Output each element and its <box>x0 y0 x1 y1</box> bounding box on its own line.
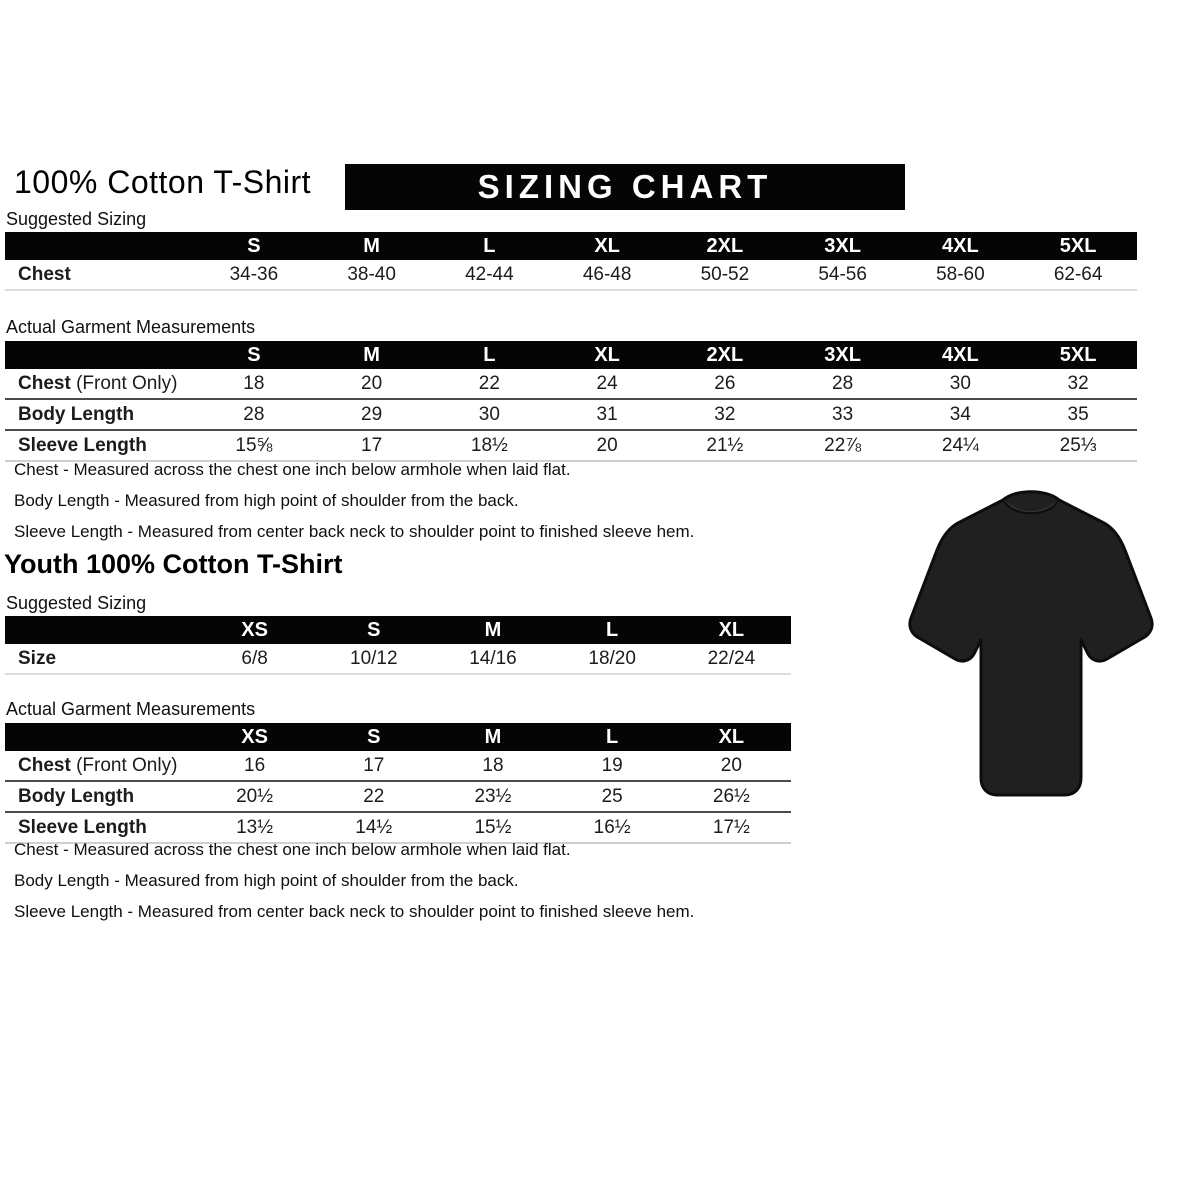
size-column-header: 2XL <box>666 232 784 260</box>
size-column-header: XL <box>672 616 791 644</box>
size-column-header: S <box>314 723 433 751</box>
size-column-header: 4XL <box>902 232 1020 260</box>
sizing-chart-banner: SIZING CHART <box>345 164 905 210</box>
adult-suggested-sizing-label: Suggested Sizing <box>6 209 147 229</box>
row-label: Sleeve Length <box>5 430 195 461</box>
table-row <box>5 430 1137 461</box>
corner-cell <box>5 232 195 260</box>
measurement-value: 32 <box>1067 372 1089 394</box>
measurement-value: 38-40 <box>313 260 431 290</box>
measurement-value: 20 <box>720 754 742 776</box>
adult-suggested-sizing-table <box>5 232 1137 291</box>
measurement-value: 24 <box>596 372 618 394</box>
adult-actual-measurements-table <box>5 341 1137 462</box>
adult-measurement-notes <box>14 460 694 553</box>
measurement-value: 20 <box>361 372 383 394</box>
corner-cell <box>5 341 195 369</box>
row-label: Chest (Front Only) <box>18 754 178 776</box>
note-sleeve-length: Sleeve Length - Measured from center back neck to shoulder point to finished sleeve hem. <box>14 902 695 921</box>
corner-cell <box>5 723 195 751</box>
measurement-value: 18/20 <box>553 644 672 674</box>
measurement-value: 26½ <box>672 781 791 812</box>
size-column-header: 3XL <box>784 232 902 260</box>
size-column-header: XL <box>548 341 666 369</box>
table-row <box>5 260 1137 290</box>
size-column-header: 4XL <box>902 341 1020 369</box>
measurement-value: 50-52 <box>666 260 784 290</box>
youth-measurement-notes <box>14 840 694 933</box>
measurement-value: 14½ <box>314 812 433 843</box>
measurement-value: 33 <box>784 399 902 430</box>
youth-section-title: Youth 100% Cotton T-Shirt <box>4 549 343 579</box>
note-chest: Chest - Measured across the chest one inch below armhole when laid flat. <box>14 460 571 479</box>
measurement-value: 15½ <box>433 812 552 843</box>
size-column-header: XL <box>548 232 666 260</box>
measurement-value: 34-36 <box>195 260 313 290</box>
measurement-value: 22⅞ <box>784 430 902 461</box>
measurement-value: 10/12 <box>314 644 433 674</box>
measurement-value: 22 <box>314 781 433 812</box>
measurement-value: 20½ <box>195 781 314 812</box>
page-title: 100% Cotton T-Shirt <box>14 164 312 200</box>
row-label: Size <box>5 644 195 674</box>
adult-actual-measurements-label: Actual Garment Measurements <box>6 317 256 337</box>
measurement-value: 28 <box>832 372 854 394</box>
size-column-header: XL <box>672 723 791 751</box>
size-column-header: M <box>313 232 431 260</box>
size-column-header: S <box>314 616 433 644</box>
measurement-value: 18½ <box>431 430 549 461</box>
measurement-value: 17 <box>313 430 431 461</box>
table-row <box>5 812 791 843</box>
measurement-value: 17½ <box>672 812 791 843</box>
measurement-value: 35 <box>1019 399 1137 430</box>
table-row <box>5 751 791 781</box>
measurement-value: 24¼ <box>902 430 1020 461</box>
measurement-value: 30 <box>431 399 549 430</box>
size-column-header: L <box>553 616 672 644</box>
note-sleeve-length: Sleeve Length - Measured from center back neck to shoulder point to finished sleeve hem. <box>14 522 695 541</box>
note-body-length: Body Length - Measured from high point of shoulder from the back. <box>14 871 519 890</box>
measurement-value: 58-60 <box>902 260 1020 290</box>
table-row <box>5 369 1137 399</box>
measurement-value: 34 <box>902 399 1020 430</box>
table-row <box>5 781 791 812</box>
size-column-header: 5XL <box>1019 232 1137 260</box>
measurement-value: 17 <box>363 754 385 776</box>
measurement-value: 25 <box>553 781 672 812</box>
measurement-value: 42-44 <box>431 260 549 290</box>
size-column-header: 5XL <box>1019 341 1137 369</box>
measurement-value: 6/8 <box>195 644 314 674</box>
measurement-value: 14/16 <box>433 644 552 674</box>
size-column-header: L <box>431 232 549 260</box>
measurement-value: 15⅝ <box>195 430 313 461</box>
measurement-value: 26 <box>714 372 736 394</box>
measurement-value: 32 <box>666 399 784 430</box>
measurement-value: 13½ <box>195 812 314 843</box>
table-row <box>5 399 1137 430</box>
black-tshirt-image <box>890 470 1172 810</box>
size-column-header: S <box>195 232 313 260</box>
row-label: Chest <box>5 260 195 290</box>
measurement-value: 18 <box>243 372 265 394</box>
size-column-header: M <box>433 723 552 751</box>
measurement-value: 16 <box>244 754 266 776</box>
size-column-header: M <box>313 341 431 369</box>
table-row <box>5 644 791 674</box>
size-column-header: XS <box>195 723 314 751</box>
measurement-value: 16½ <box>553 812 672 843</box>
measurement-value: 22/24 <box>672 644 791 674</box>
size-column-header: 3XL <box>784 341 902 369</box>
measurement-value: 21½ <box>666 430 784 461</box>
measurement-value: 25⅓ <box>1019 430 1137 461</box>
size-column-header: M <box>433 616 552 644</box>
measurement-value: 23½ <box>433 781 552 812</box>
youth-suggested-sizing-label: Suggested Sizing <box>6 593 147 613</box>
measurement-value: 22 <box>478 372 500 394</box>
measurement-value: 20 <box>548 430 666 461</box>
size-column-header: L <box>431 341 549 369</box>
row-label: Sleeve Length <box>5 812 195 843</box>
measurement-value: 18 <box>482 754 504 776</box>
measurement-value: 54-56 <box>784 260 902 290</box>
row-label: Body Length <box>5 399 195 430</box>
youth-actual-measurements-table <box>5 723 791 844</box>
size-column-header: S <box>195 341 313 369</box>
note-chest: Chest - Measured across the chest one inch below armhole when laid flat. <box>14 840 571 859</box>
measurement-value: 62-64 <box>1019 260 1137 290</box>
measurement-value: 46-48 <box>548 260 666 290</box>
measurement-value: 29 <box>313 399 431 430</box>
size-column-header: 2XL <box>666 341 784 369</box>
size-column-header: XS <box>195 616 314 644</box>
youth-actual-measurements-label: Actual Garment Measurements <box>6 699 256 719</box>
row-label: Body Length <box>5 781 195 812</box>
corner-cell <box>5 616 195 644</box>
note-body-length: Body Length - Measured from high point of shoulder from the back. <box>14 491 519 510</box>
measurement-value: 31 <box>548 399 666 430</box>
youth-suggested-sizing-table <box>5 616 791 675</box>
row-label: Chest (Front Only) <box>18 372 178 394</box>
size-column-header: L <box>553 723 672 751</box>
measurement-value: 28 <box>195 399 313 430</box>
measurement-value: 19 <box>601 754 623 776</box>
measurement-value: 30 <box>949 372 971 394</box>
